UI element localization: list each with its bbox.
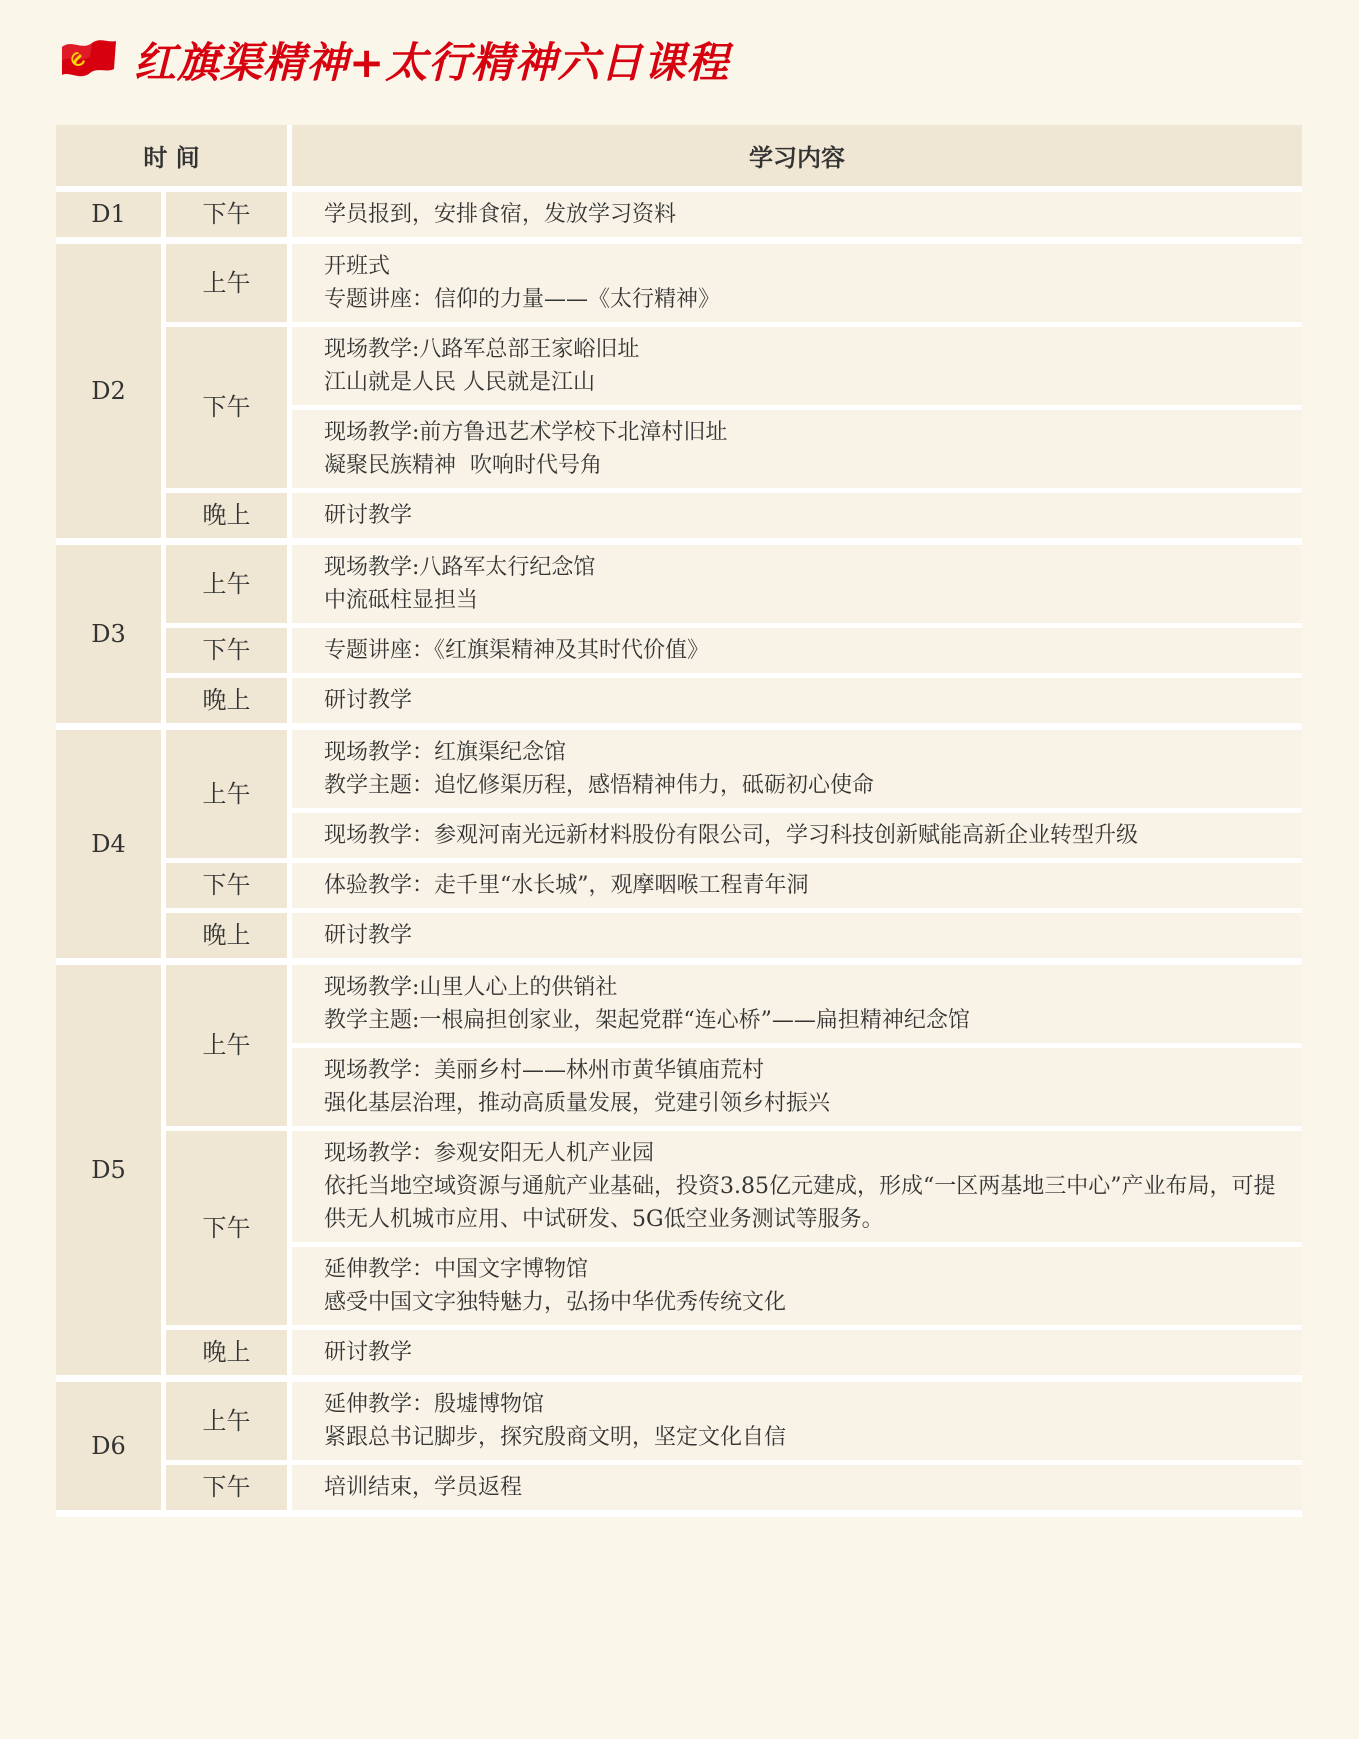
schedule-row — [56, 327, 1302, 410]
period-cell: 晚上 — [166, 678, 292, 730]
content-cell — [292, 1247, 1302, 1330]
content-line: 研讨教学 — [324, 1340, 413, 1365]
content-cell — [292, 628, 1302, 678]
period-cell: 下午 — [166, 327, 292, 493]
content-line: 凝聚民族精神 吹响时代号角 — [324, 453, 603, 478]
content-line: 依托当地空域资源与通航产业基础，投资3.85亿元建成，形成“一区两基地三中心”产业布局，可提供无人机城市应用、中试研发、5G低空业务测试等服务。 — [324, 1174, 1276, 1232]
period-cell: 晚上 — [166, 913, 292, 965]
period-cell: 下午 — [166, 192, 292, 244]
schedule-row — [56, 493, 1302, 545]
content-cell — [292, 410, 1302, 493]
content-line: 体验教学：走千里“水长城”，观摩咽喉工程青年洞 — [324, 873, 809, 898]
content-line: 强化基层治理，推动高质量发展，党建引领乡村振兴 — [324, 1091, 831, 1116]
schedule-body — [56, 192, 1302, 1517]
title-bar — [58, 28, 729, 92]
day-cell: D5 — [56, 965, 166, 1382]
content-cell — [292, 678, 1302, 730]
schedule-row — [56, 730, 1302, 813]
content-cell — [292, 813, 1302, 863]
course-schedule-table — [56, 125, 1302, 1517]
content-line: 现场教学：参观安阳无人机产业园 — [324, 1141, 655, 1166]
schedule-row — [56, 545, 1302, 628]
period-cell: 晚上 — [166, 493, 292, 545]
content-cell — [292, 545, 1302, 628]
table-header-row — [56, 125, 1302, 192]
content-line: 现场教学:八路军总部王家峪旧址 — [324, 337, 640, 362]
schedule-row — [56, 1382, 1302, 1465]
content-line: 延伸教学：中国文字博物馆 — [324, 1257, 589, 1282]
content-cell — [292, 493, 1302, 545]
day-cell: D3 — [56, 545, 166, 730]
content-line: 现场教学：参观河南光远新材料股份有限公司，学习科技创新赋能高新企业转型升级 — [324, 823, 1139, 848]
period-cell: 下午 — [166, 863, 292, 913]
day-cell: D4 — [56, 730, 166, 965]
content-cell — [292, 1131, 1302, 1247]
content-line: 现场教学：美丽乡村——林州市黄华镇庙荒村 — [324, 1058, 765, 1083]
schedule-row — [56, 913, 1302, 965]
content-line: 专题讲座：《红旗渠精神及其时代价值》 — [324, 638, 710, 663]
time-column-header: 时 间 — [56, 125, 292, 192]
content-line: 延伸教学：殷墟博物馆 — [324, 1392, 545, 1417]
period-cell: 下午 — [166, 1465, 292, 1517]
content-line: 现场教学：红旗渠纪念馆 — [324, 740, 567, 765]
period-cell: 上午 — [166, 730, 292, 863]
period-cell: 晚上 — [166, 1330, 292, 1382]
schedule-row — [56, 244, 1302, 327]
content-line: 江山就是人民 人民就是江山 — [324, 370, 596, 395]
content-line: 学员报到，安排食宿，发放学习资料 — [324, 202, 677, 227]
schedule-row — [56, 1465, 1302, 1517]
party-flag-icon — [58, 37, 118, 83]
schedule-row — [56, 1330, 1302, 1382]
content-cell — [292, 1330, 1302, 1382]
content-cell — [292, 863, 1302, 913]
day-cell: D1 — [56, 192, 166, 244]
content-cell — [292, 730, 1302, 813]
schedule-row — [56, 678, 1302, 730]
content-cell — [292, 327, 1302, 410]
day-cell: D2 — [56, 244, 166, 545]
content-cell — [292, 1382, 1302, 1465]
period-cell: 上午 — [166, 965, 292, 1131]
content-line: 研讨教学 — [324, 688, 413, 713]
content-line: 教学主题:一根扁担创家业，架起党群“连心桥”——扁担精神纪念馆 — [324, 1008, 970, 1033]
schedule-row — [56, 628, 1302, 678]
schedule-row — [56, 1131, 1302, 1247]
content-cell — [292, 913, 1302, 965]
day-cell: D6 — [56, 1382, 166, 1517]
content-line: 培训结束，学员返程 — [324, 1475, 523, 1500]
content-cell — [292, 192, 1302, 244]
content-line: 研讨教学 — [324, 503, 413, 528]
content-line: 中流砥柱显担当 — [324, 588, 479, 613]
content-cell — [292, 1465, 1302, 1517]
content-line: 研讨教学 — [324, 923, 413, 948]
content-cell — [292, 965, 1302, 1048]
content-line: 教学主题：追忆修渠历程，感悟精神伟力，砥砺初心使命 — [324, 773, 875, 798]
schedule-row — [56, 863, 1302, 913]
content-line: 现场教学:八路军太行纪念馆 — [324, 555, 596, 580]
content-line: 现场教学:前方鲁迅艺术学校下北漳村旧址 — [324, 420, 728, 445]
period-cell: 上午 — [166, 244, 292, 327]
schedule-row — [56, 965, 1302, 1048]
period-cell: 上午 — [166, 1382, 292, 1465]
period-cell: 下午 — [166, 628, 292, 678]
content-column-header: 学习内容 — [292, 125, 1302, 192]
period-cell: 上午 — [166, 545, 292, 628]
period-cell: 下午 — [166, 1131, 292, 1330]
content-line: 专题讲座：信仰的力量——《太行精神》 — [324, 287, 721, 312]
content-line: 感受中国文字独特魅力，弘扬中华优秀传统文化 — [324, 1290, 787, 1315]
content-line: 开班式 — [324, 254, 391, 279]
content-cell — [292, 244, 1302, 327]
page-title: 红旗渠精神+太行精神六日课程 — [134, 38, 730, 87]
schedule-row — [56, 192, 1302, 244]
content-cell — [292, 1048, 1302, 1131]
content-line: 现场教学:山里人心上的供销社 — [324, 975, 618, 1000]
content-line: 紧跟总书记脚步，探究殷商文明，坚定文化自信 — [324, 1425, 787, 1450]
